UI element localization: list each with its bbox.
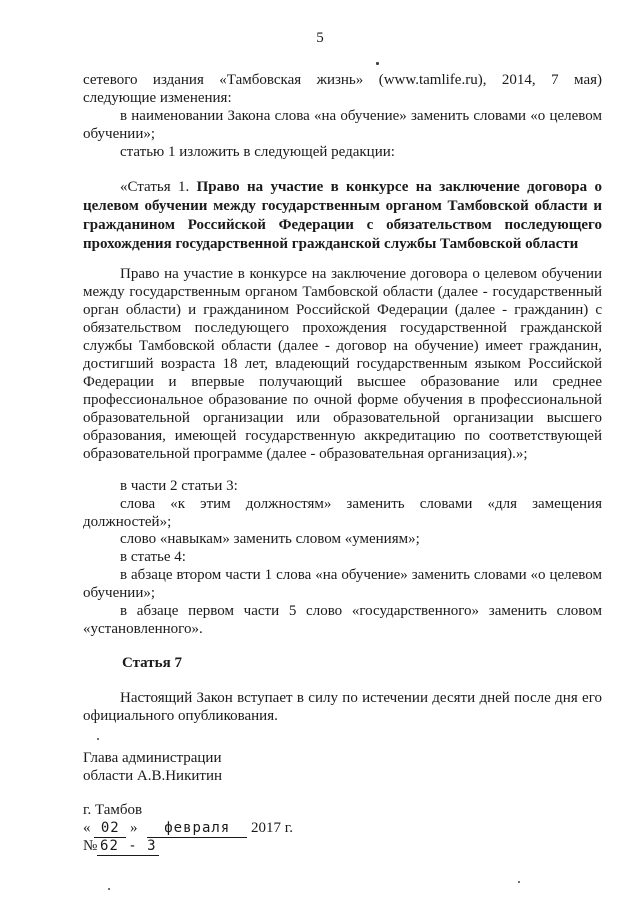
signature-line-2: области А.В.Никитин bbox=[83, 768, 223, 784]
date-quote-open: « bbox=[83, 820, 91, 836]
change-item-4 bbox=[83, 548, 602, 566]
change-item-5 bbox=[83, 566, 602, 602]
scan-speck bbox=[518, 881, 520, 883]
change-item-6 bbox=[83, 602, 602, 638]
change-item-1-text: в части 2 статьи 3: bbox=[120, 478, 238, 494]
intro-paragraph-2-text: статью 1 изложить в следующей редакции: bbox=[120, 144, 395, 160]
intro-line-2-text: следующие изменения: bbox=[83, 90, 232, 106]
footer-date bbox=[83, 819, 293, 838]
date-day: 02 bbox=[94, 819, 126, 838]
scan-speck bbox=[376, 62, 379, 65]
number-value: 62 - З bbox=[97, 837, 159, 856]
intro-paragraph-1-text: в наименовании Закона слова «на обучение» заменить словами «о целевом обучении»; bbox=[83, 108, 602, 142]
intro-line-1-text: сетевого издания «Тамбовская жизнь» (www.tamlife.ru), 2014, 7 мая) bbox=[83, 72, 602, 88]
number-prefix: № bbox=[83, 838, 98, 854]
article-1-lead: «Статья 1. bbox=[120, 179, 190, 195]
article-1-body-text: Право на участие в конкурсе на заключение договора о целевом обучении между государственным органом Тамбовской области (далее - государственный орган области) и гражданином Российской Федерации (далее - гражданин) с обязательством последующего прохождения государственной гражданской службы Тамбовской области (далее - договор на обучение) имеет гражданин, достигший возраста 18 лет, владеющий государственным языком Российской Федерации и впервые получающий высшее образование или среднее профессиональное образование по очной форме обучения в профессиональной образовательной организации или образовательной организации высшего образования, имеющей государственную аккредитацию по соответствующей образовательной программе (далее - образовательная организация).»; bbox=[83, 266, 602, 462]
change-item-3-text: слово «навыкам» заменить словом «умениям»; bbox=[120, 531, 420, 547]
intro-paragraph-2 bbox=[83, 143, 602, 161]
change-item-3 bbox=[83, 530, 602, 548]
change-item-1 bbox=[83, 477, 602, 495]
change-item-4-text: в статье 4: bbox=[120, 549, 186, 565]
date-year: 2017 г. bbox=[251, 820, 293, 836]
article-7-heading: Статья 7 bbox=[122, 655, 182, 671]
footer-number bbox=[83, 837, 159, 856]
change-item-2 bbox=[83, 495, 602, 531]
intro-line-2 bbox=[83, 89, 602, 107]
article-1-heading bbox=[83, 178, 602, 254]
date-quote-close: » bbox=[130, 820, 138, 836]
footer-city: г. Тамбов bbox=[83, 802, 143, 818]
article-1-body bbox=[83, 265, 602, 463]
article-7-body-text: Настоящий Закон вступает в силу по истечении десяти дней после дня его официального опубликования. bbox=[83, 690, 602, 724]
page-number: 5 bbox=[316, 30, 324, 46]
intro-paragraph-1 bbox=[83, 107, 602, 143]
date-month: февраля bbox=[147, 819, 247, 838]
change-item-2-text: слова «к этим должностям» заменить словами «для замещения должностей»; bbox=[83, 496, 602, 530]
scan-speck bbox=[97, 738, 99, 740]
signature-line-1: Глава администрации bbox=[83, 750, 222, 766]
intro-line-1 bbox=[83, 71, 602, 89]
change-item-5-text: в абзаце втором части 1 слова «на обучение» заменить словами «о целевом обучении»; bbox=[83, 567, 602, 601]
scan-speck bbox=[108, 888, 110, 890]
change-item-6-text: в абзаце первом части 5 слово «государственного» заменить словом «установленного». bbox=[83, 603, 602, 637]
article-1-title: Право на участие в конкурсе на заключение договора о целевом обучении между государственным органом Тамбовской области и гражданином Российской Федерации с обязательством последующего прохождения государственной гражданской службы Тамбовской области bbox=[83, 179, 602, 252]
article-7-body bbox=[83, 689, 602, 725]
